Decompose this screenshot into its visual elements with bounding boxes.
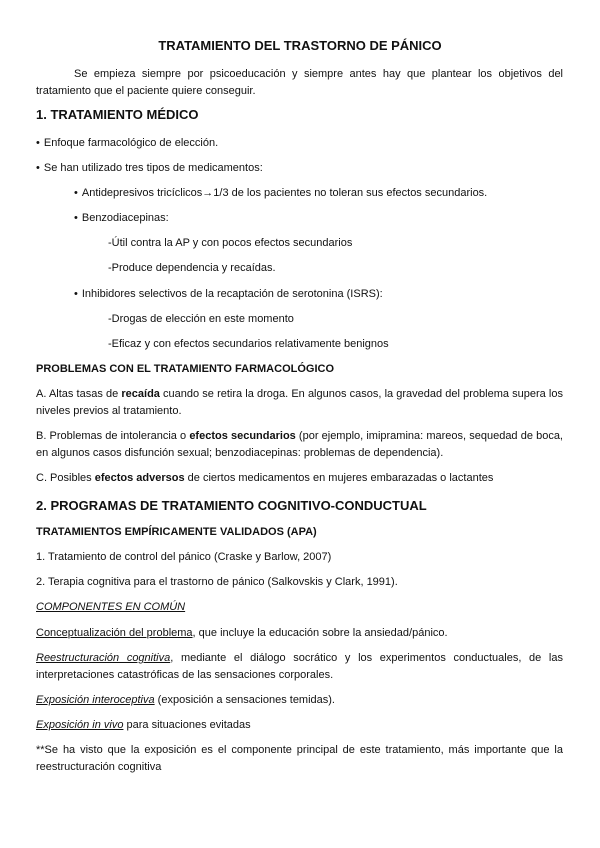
isrs-item-drogas: -Drogas de elección en este momento	[108, 313, 294, 325]
bullet-benzodiacepinas: • Benzodiacepinas:	[74, 210, 563, 227]
problem-a-rest: cuando se retira la droga. En algunos casos, la gravedad del problema supera los niveles previos al tratamiento.	[36, 388, 563, 417]
problem-c-emphasis: efectos adversos	[94, 472, 185, 484]
bullet-enfoque: • Enfoque farmacológico de elección.	[36, 135, 563, 152]
validated-heading: TRATAMIENTOS EMPÍRICAMENTE VALIDADOS (APA)	[36, 526, 317, 538]
component-2-label: Reestructuración cognitiva	[36, 652, 171, 664]
component-1-text: , que incluye la educación sobre la ansiedad/pánico.	[192, 627, 448, 639]
intro-paragraph: Se empieza siempre por psicoeducación y siempre antes hay que plantear los objetivos del tratamiento que el paciente quiere conseguir.	[36, 68, 563, 97]
treatment-2: 2. Terapia cognitiva para el trastorno de pánico (Salkovskis y Clark, 1991).	[36, 576, 398, 588]
section1-heading: 1. TRATAMIENTO MÉDICO	[36, 107, 199, 122]
component-3-label: Exposición interoceptiva	[36, 694, 155, 706]
problem-c-text: C. Posibles	[36, 472, 95, 484]
problem-b-rest: (por ejemplo, imipramina: mareos, sequedad de boca, en algunos casos disfunción sexual; benzodiacepinas: problemas de dependencia).	[36, 430, 563, 459]
components-heading: COMPONENTES EN COMÚN	[36, 601, 186, 613]
bullet-triciclicos: • Antidepresivos tricíclicos→1/3 de los pacientes no toleran sus efectos secundarios.	[74, 185, 563, 202]
section2-heading: 2. PROGRAMAS DE TRATAMIENTO COGNITIVO-CONDUCTUAL	[36, 498, 427, 513]
component-reestructuracion	[36, 650, 563, 684]
component-1-label: Conceptualización del problema	[36, 627, 193, 639]
document-title: TRATAMIENTO DEL TRASTORNO DE PÁNICO	[158, 38, 442, 53]
problem-c-rest: de ciertos medicamentos en mujeres embarazadas o lactantes	[184, 472, 494, 484]
problem-c	[36, 470, 563, 487]
problem-a	[36, 386, 563, 420]
bullet-tipos: • Se han utilizado tres tipos de medicamentos:	[36, 160, 563, 177]
component-in-vivo	[36, 717, 563, 734]
benzo-item-dependencia: -Produce dependencia y recaídas.	[108, 262, 276, 274]
component-2-text: , mediante el diálogo socrático y los experimentos conductuales, de las interpretaciones catastróficas de las sensaciones corporales.	[36, 652, 563, 681]
problems-heading: PROBLEMAS CON EL TRATAMIENTO FARMACOLÓGICO	[36, 363, 335, 375]
treatment-1: 1. Tratamiento de control del pánico (Craske y Barlow, 2007)	[36, 551, 332, 563]
problem-b-text: B. Problemas de intolerancia o	[36, 430, 190, 442]
bullet-isrs: • Inhibidores selectivos de la recaptación de serotonina (ISRS):	[74, 286, 563, 303]
problem-b	[36, 428, 563, 462]
problem-b-emphasis: efectos secundarios	[189, 430, 296, 442]
benzo-item-util: -Útil contra la AP y con pocos efectos secundarios	[108, 237, 353, 249]
problem-a-text: A. Altas tasas de	[36, 388, 122, 400]
component-conceptualizacion	[36, 625, 563, 642]
exposure-note: **Se ha visto que la exposición es el componente principal de este tratamiento, más importante que la reestructuración cognitiva	[36, 744, 563, 773]
component-4-label: Exposición in vivo	[36, 719, 124, 731]
component-4-text: para situaciones evitadas	[123, 719, 251, 731]
isrs-item-eficaz: -Eficaz y con efectos secundarios relativamente benignos	[108, 338, 389, 350]
problem-a-emphasis: recaída	[121, 388, 160, 400]
component-3-text: (exposición a sensaciones temidas).	[154, 694, 335, 706]
component-interoceptiva	[36, 692, 563, 709]
